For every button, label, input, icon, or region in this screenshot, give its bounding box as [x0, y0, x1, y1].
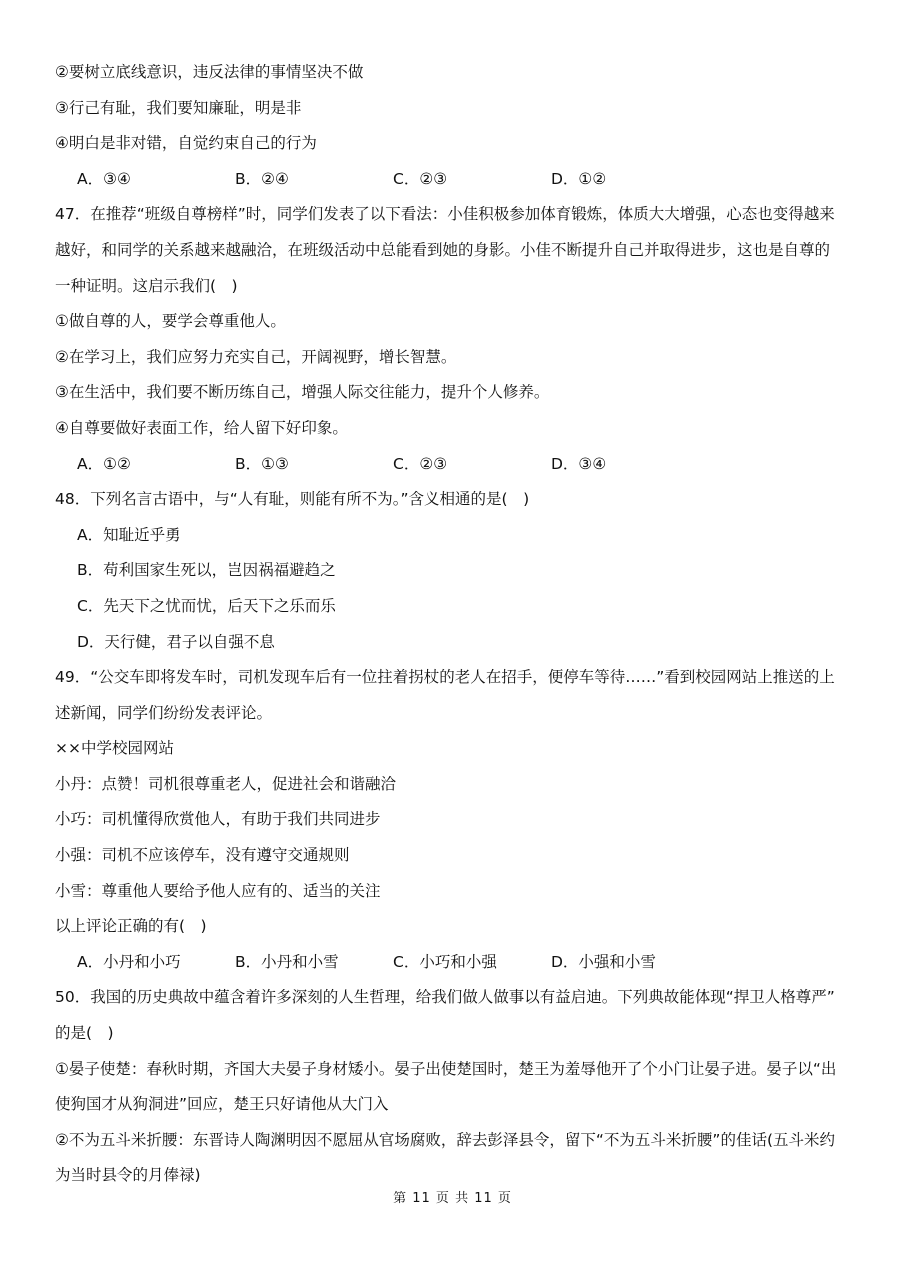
question-49-ask: 以上评论正确的有( ) — [55, 917, 207, 936]
question-49-stem: 49．“公交车即将发车时，司机发现车后有一位拄着拐杖的老人在招手，便停车等待……”看到校园网站上推送的上 — [55, 668, 835, 687]
statement-item: ②在学习上，我们应努力充实自己，开阔视野，增长智慧。 — [55, 347, 457, 366]
statement-item: ④自尊要做好表面工作，给人留下好印象。 — [55, 418, 348, 437]
option-b: B．①③ — [235, 454, 289, 473]
option-a: A．小丹和小巧 — [77, 952, 181, 971]
comment-item: 小强：司机不应该停车，没有遵守交通规则 — [55, 846, 350, 865]
question-47-stem: 一种证明。这启示我们( ) — [55, 276, 238, 295]
option-c: C．小巧和小强 — [393, 952, 497, 971]
question-48-stem: 48．下列名言古语中，与“人有耻，则能有所不为。”含义相通的是( ) — [55, 490, 530, 509]
question-50-stem: 50．我国的历史典故中蕴含着许多深刻的人生哲理，给我们做人做事以有益启迪。下列典故能体现“捍卫人格尊严” — [55, 988, 835, 1007]
answer-options — [55, 447, 855, 483]
answer-options — [55, 945, 855, 981]
question-47-stem: 越好，和同学的关系越来越融洽，在班级活动中总能看到她的身影。小佳不断提升自己并取得进步，这也是自尊的 — [55, 240, 831, 259]
option-a: A．③④ — [77, 169, 131, 188]
statement-item: ③行己有耻，我们要知廉耻，明是非 — [55, 98, 302, 117]
option-d: D．天行健，君子以自强不息 — [77, 632, 275, 651]
question-47-stem: 47．在推荐“班级自尊榜样”时，同学们发表了以下看法：小佳积极参加体育锻炼，体质大大增强，心态也变得越来 — [55, 205, 835, 224]
option-a: A．知耻近乎勇 — [77, 525, 181, 544]
statement-item: ②不为五斗米折腰：东晋诗人陶渊明因不愿屈从官场腐败，辞去彭泽县令，留下“不为五斗米折腰”的佳话(五斗米约 — [55, 1130, 836, 1149]
comment-item: 小丹：点赞！司机很尊重老人，促进社会和谐融洽 — [55, 774, 397, 793]
website-title: ××中学校园网站 — [55, 739, 174, 758]
statement-item: ③在生活中，我们要不断历练自己，增强人际交往能力，提升个人修养。 — [55, 383, 550, 402]
statement-item: ②要树立底线意识，违反法律的事情坚决不做 — [55, 63, 364, 81]
answer-options — [55, 162, 855, 198]
comment-item: 小巧：司机懂得欣赏他人，有助于我们共同进步 — [55, 810, 381, 829]
statement-item: 为当时县令的月俸禄) — [55, 1166, 201, 1185]
option-b: B．小丹和小雪 — [235, 952, 339, 971]
option-c: C．②③ — [393, 454, 448, 473]
page-footer: 第 11 页 共 11 页 — [393, 1191, 512, 1206]
comment-item: 小雪：尊重他人要给予他人应有的、适当的关注 — [55, 881, 381, 900]
page-content — [55, 55, 855, 1194]
option-b: B．苟利国家生死以，岂因祸福避趋之 — [77, 561, 336, 580]
option-b: B．②④ — [235, 169, 289, 188]
statement-item: ①做自尊的人，要学会尊重他人。 — [55, 312, 286, 331]
statement-item: ④明白是非对错，自觉约束自己的行为 — [55, 134, 317, 153]
option-c: C．②③ — [393, 169, 448, 188]
question-50-stem: 的是( ) — [55, 1024, 114, 1043]
option-c: C．先天下之忧而忧，后天下之乐而乐 — [77, 596, 336, 615]
statement-item: ①晏子使楚：春秋时期，齐国大夫晏子身材矮小。晏子出使楚国时，楚王为羞辱他开了个小门让晏子进。晏子以“出 — [55, 1059, 837, 1078]
option-d: D．③④ — [551, 454, 607, 473]
option-a: A．①② — [77, 454, 131, 473]
question-49-stem: 述新闻，同学们纷纷发表评论。 — [55, 703, 273, 722]
statement-item: 使狗国才从狗洞进”回应，楚王只好请他从大门入 — [55, 1095, 389, 1114]
option-d: D．①② — [551, 169, 607, 188]
option-d: D．小强和小雪 — [551, 952, 656, 971]
